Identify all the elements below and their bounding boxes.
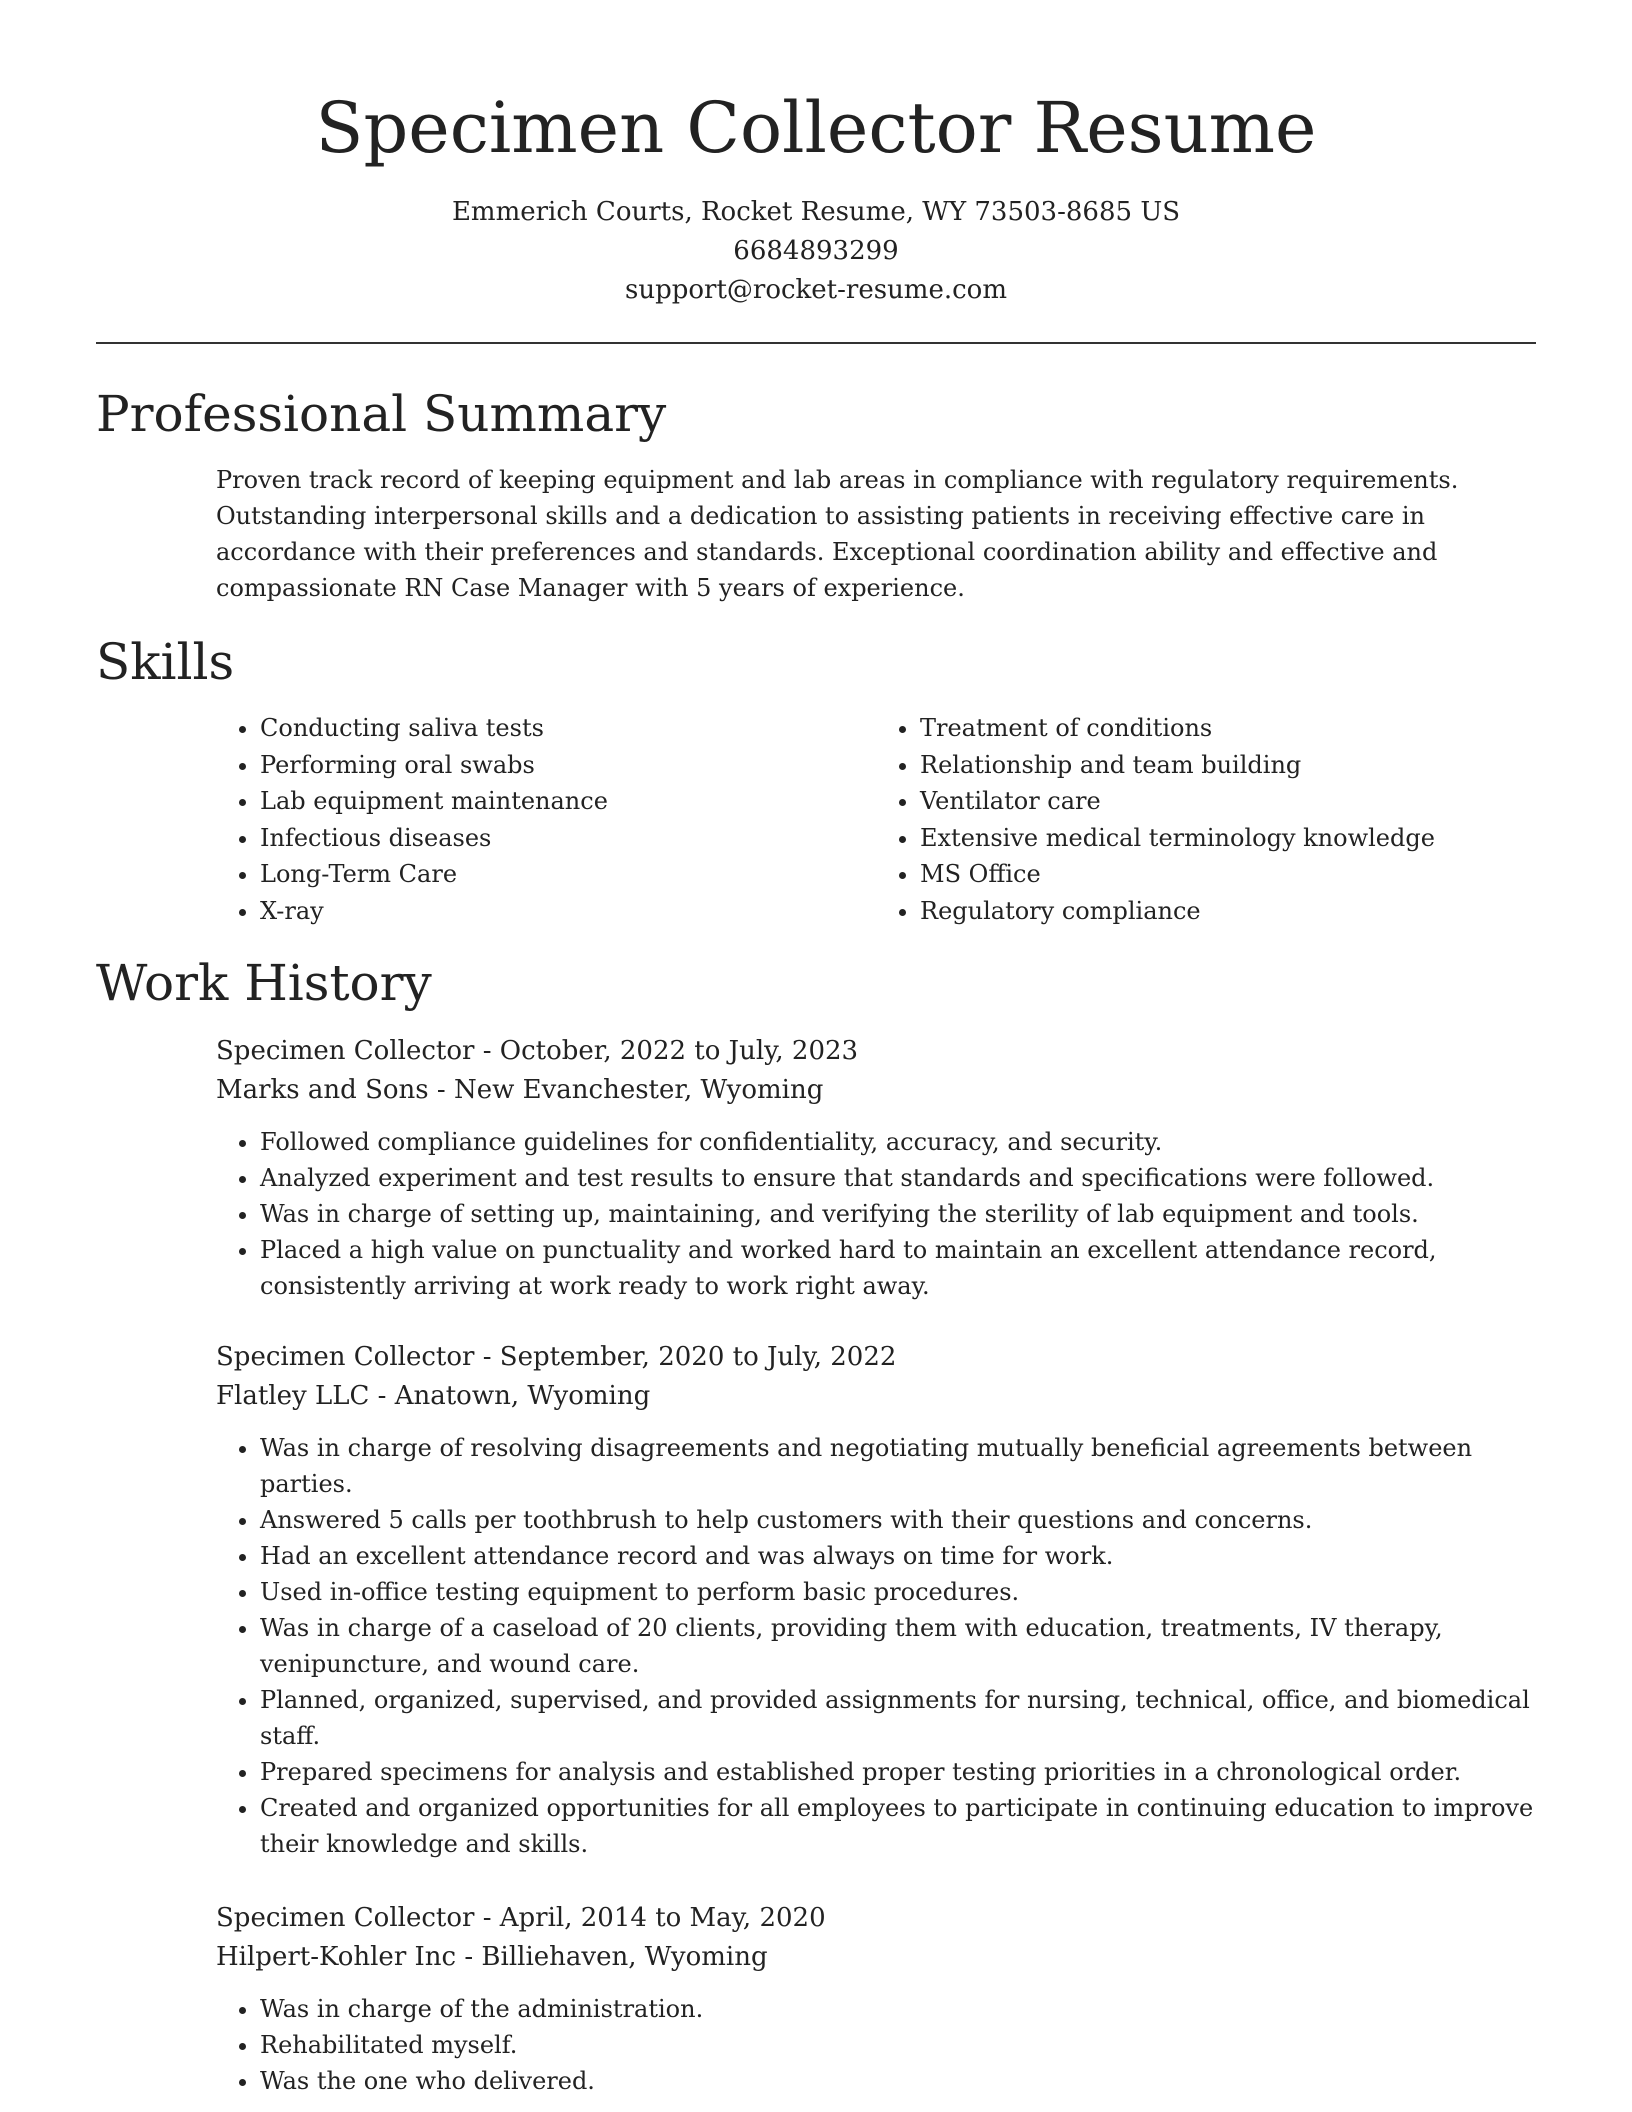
skill-item: • Lab equipment maintenance [260, 783, 876, 820]
skill-item: • Ventilator care [920, 783, 1536, 820]
job-company: Marks and Sons [216, 1075, 429, 1105]
contact-phone: 6684893299 [733, 236, 899, 266]
job-bullet: • Was in charge of setting up, maintaining, and verifying the sterility of lab equipment and tools. [260, 1196, 1536, 1232]
job-dates: - April, 2014 to May, 2020 [474, 1903, 826, 1933]
job-bullet: • Was in charge of the administration. [260, 1991, 1536, 2027]
skill-item: • Long-Term Care [260, 856, 876, 893]
job-bullets [216, 1124, 1536, 1304]
job-bullet: • Was in charge of a caseload of 20 clients, providing them with education, treatments, IV therapy, venipuncture, and wound care. [260, 1610, 1536, 1682]
job-bullet: • Placed a high value on punctuality and worked hard to maintain an excellent attendance record, consistently arriving at work ready to work right away. [260, 1232, 1536, 1304]
job-title-line [216, 1899, 1536, 1938]
job-company-line [216, 1938, 1536, 1977]
job-bullets [216, 1991, 1536, 2099]
summary-text: Proven track record of keeping equipment and lab areas in compliance with regulatory requirements. Outstanding interpersonal skills and a dedication to assisting patients in receiving effective care in accordance with their preferences and standards. Exceptional coordination ability and effective and compassionate RN Case Manager with 5 years of experience. [216, 466, 1459, 602]
job-title-line [216, 1032, 1536, 1071]
job-company-line [216, 1377, 1536, 1416]
resume-title: Specimen Collector Resume [315, 87, 1317, 169]
job-company-line [216, 1071, 1536, 1110]
job-dates: - October, 2022 to July, 2023 [474, 1036, 859, 1066]
job-bullet: • Had an excellent attendance record and was always on time for work. [260, 1538, 1536, 1574]
job-entry [216, 1338, 1536, 1862]
job-company: Flatley LLC [216, 1381, 370, 1411]
skill-item: • X-ray [260, 893, 876, 930]
job-bullet: • Created and organized opportunities for all employees to participate in continuing education to improve their knowledge and skills. [260, 1790, 1536, 1862]
skill-item: • MS Office [920, 856, 1536, 893]
job-location: - Billiehaven, Wyoming [456, 1942, 768, 1972]
job-bullet: • Used in-office testing equipment to perform basic procedures. [260, 1574, 1536, 1610]
skill-item: • Infectious diseases [260, 820, 876, 857]
job-location: - New Evanchester, Wyoming [428, 1075, 824, 1105]
job-title: Specimen Collector [216, 1342, 475, 1372]
job-location: - Anatown, Wyoming [369, 1381, 651, 1411]
contact-email: support@rocket-resume.com [624, 275, 1007, 305]
skills-list [216, 710, 1536, 929]
work-history-heading: Work History [96, 954, 432, 1012]
skill-item: • Regulatory compliance [920, 893, 1536, 930]
skill-item: • Conducting saliva tests [260, 710, 876, 747]
skill-item: • Extensive medical terminology knowledge [920, 820, 1536, 857]
skill-item: • Treatment of conditions [920, 710, 1536, 747]
job-bullet: • Answered 5 calls per toothbrush to help customers with their questions and concerns. [260, 1502, 1536, 1538]
skill-item: • Relationship and team building [920, 747, 1536, 784]
job-bullet: • Rehabilitated myself. [260, 2027, 1536, 2063]
header-divider [96, 342, 1536, 344]
skill-item: • Performing oral swabs [260, 747, 876, 784]
job-title: Specimen Collector [216, 1903, 475, 1933]
job-bullets [216, 1430, 1536, 1862]
contact-address: Emmerich Courts, Rocket Resume, WY 73503-8685 US [451, 197, 1181, 227]
summary-heading: Professional Summary [96, 385, 667, 443]
job-bullet: • Was the one who delivered. [260, 2063, 1536, 2099]
job-title: Specimen Collector [216, 1036, 475, 1066]
contact-block [0, 193, 1632, 310]
job-title-line [216, 1338, 1536, 1377]
job-dates: - September, 2020 to July, 2022 [474, 1342, 897, 1372]
job-bullet: • Prepared specimens for analysis and established proper testing priorities in a chronological order. [260, 1754, 1536, 1790]
skills-column-right [876, 710, 1536, 929]
skills-column-left [216, 710, 876, 929]
job-bullet: • Was in charge of resolving disagreements and negotiating mutually beneficial agreements between parties. [260, 1430, 1536, 1502]
job-entry [216, 1032, 1536, 1304]
job-bullet: • Followed compliance guidelines for confidentiality, accuracy, and security. [260, 1124, 1536, 1160]
job-entry [216, 1899, 1536, 2099]
skills-heading: Skills [96, 633, 235, 691]
job-bullet: • Analyzed experiment and test results to ensure that standards and specifications were followed. [260, 1160, 1536, 1196]
job-company: Hilpert-Kohler Inc [216, 1942, 457, 1972]
job-bullet: • Planned, organized, supervised, and provided assignments for nursing, technical, office, and biomedical staff. [260, 1682, 1536, 1754]
